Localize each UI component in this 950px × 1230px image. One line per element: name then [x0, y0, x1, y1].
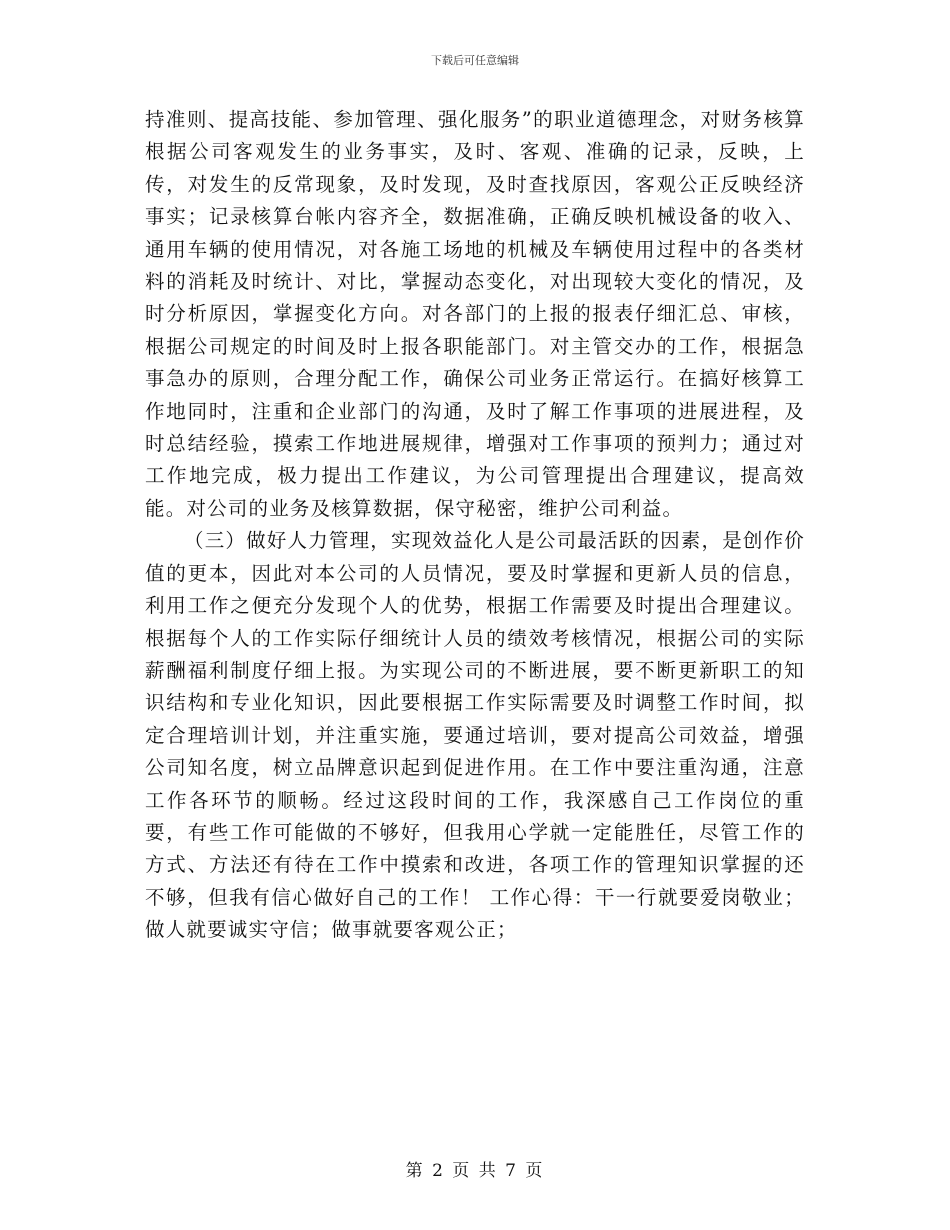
page-number-footer: 第 2 页 共 7 页 — [405, 1161, 545, 1181]
document-body — [145, 104, 805, 947]
paragraph-continuation: 持准则、提高技能、参加管理、强化服务”的职业道德理念，对财务核算根据公司客观发生的业务事实，及时、客观、准确的记录，反映，上传，对发生的反常现象，及时发现，及时查找原因，客观公正反映经济事实；记录核算台帐内容齐全，数据准确，正确反映机械设备的收入、通用车辆的使用情况，对各施工场地的机械及车辆使用过程中的各类材料的消耗及时统计、对比，掌握动态变化，对出现较大变化的情况，及时分析原因，掌握变化方向。对各部门的上报的报表仔细汇总、审核，根据公司规定的时间及时上报各职能部门。对主管交办的工作，根据急事急办的原则，合理分配工作，确保公司业务正常运行。在搞好核算工作地同时，注重和企业部门的沟通，及时了解工作事项的进展进程，及时总结经验，摸索工作地进展规律，增强对工作事项的预判力；通过对工作地完成，极力提出工作建议，为公司管理提出合理建议，提高效能。对公司的业务及核算数据，保守秘密，维护公司利益。 — [145, 108, 805, 520]
page-header-note: 下载后可任意编辑 — [431, 54, 519, 67]
paragraph-section-three: （三）做好人力管理，实现效益化人是公司最活跃的因素，是创作价值的更本，因此对本公司的人员情况，要及时掌握和更新人员的信息，利用工作之便充分发现个人的优势，根据工作需要及时提出合理建议。根据每个人的工作实际仔细统计人员的绩效考核情况，根据公司的实际薪酬福利制度仔细上报。为实现公司的不断进展，要不断更新职工的知识结构和专业化知识，因此要根据工作实际需要及时调整工作时间，拟定合理培训计划，并注重实施，要通过培训，要对提高公司效益，增强公司知名度，树立品牌意识起到促进作用。在工作中要注重沟通，注意工作各环节的顺畅。经过这段时间的工作，我深感自己工作岗位的重要，有些工作可能做的不够好，但我用心学就一定能胜任，尽管工作的方式、方法还有待在工作中摸索和改进，各项工作的管理知识掌握的还不够，但我有信心做好自己的工作！ 工作心得：干一行就要爱岗敬业；做人就要诚实守信；做事就要客观公正； — [145, 529, 806, 942]
